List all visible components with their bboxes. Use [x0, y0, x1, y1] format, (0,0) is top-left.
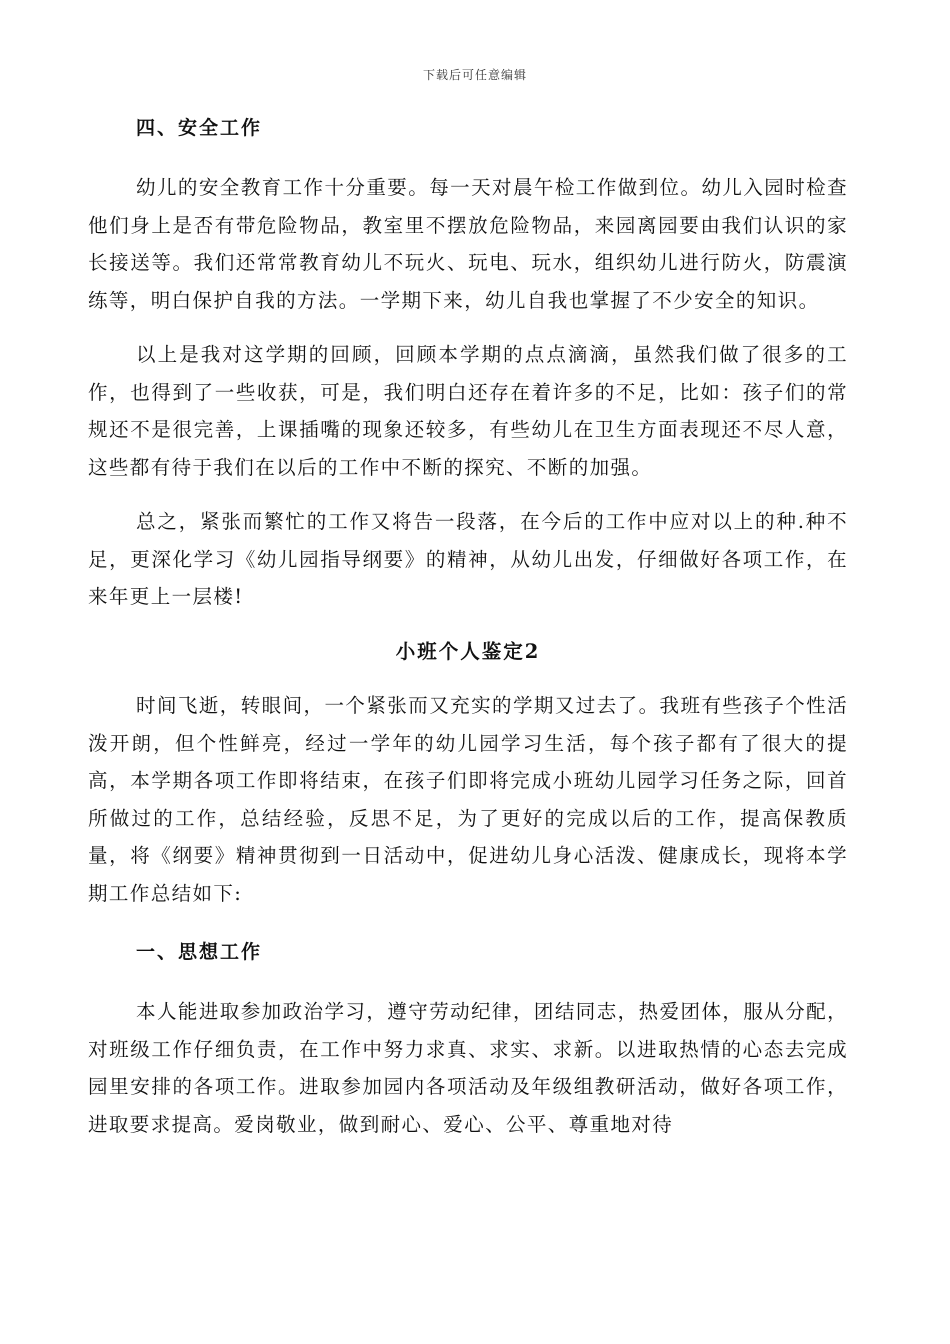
- spacer: [88, 971, 848, 993]
- summary-paragraph: 总之，紧张而繁忙的工作又将告一段落，在今后的工作中应对以上的种.种不足，更深化学习《幼儿园指导纲要》的精神，从幼儿出发，仔细做好各项工作，在来年更上一层楼!: [88, 510, 848, 608]
- section4-paragraph: 幼儿的安全教育工作十分重要。每一天对晨午检工作做到位。幼儿入园时检查他们身上是否有带危险物品，教室里不摆放危险物品，来园离园要由我们认识的家长接送等。我们还常常教育幼儿不玩火、玩电、玩水，组织幼儿进行防火，防震演练等，明白保护自我的方法。一学期下来，幼儿自我也掌握了不少安全的知识。: [88, 176, 848, 312]
- document-body: [88, 110, 848, 1143]
- spacer: [88, 486, 848, 503]
- section1-paragraph: 本人能进取参加政治学习，遵守劳动纪律，团结同志，热爱团体，服从分配，对班级工作仔细负责，在工作中努力求真、求实、求新。以进取热情的心态去完成园里安排的各项工作。进取参加园内各项活动及年级组教研活动，做好各项工作，进取要求提高。爱岗敬业，做到耐心、爱心、公平、尊重地对待: [88, 1000, 848, 1136]
- section-title: 小班个人鉴定2: [395, 639, 541, 663]
- section1-heading: 一、思想工作: [136, 941, 263, 963]
- spacer: [88, 912, 848, 934]
- review-paragraph: 以上是我对这学期的回顾，回顾本学期的点点滴滴，虽然我们做了很多的工作，也得到了一些收获，可是，我们明白还存在着许多的不足，比如：孩子们的常规还不是很完善，上课插嘴的现象还较多，有些幼儿在卫生方面表现还不尽人意，这些都有待于我们在以后的工作中不断的探究、不断的加强。: [88, 343, 848, 479]
- section4-heading: 四、安全工作: [136, 117, 263, 139]
- intro-paragraph: 时间飞逝，转眼间，一个紧张而又充实的学期又过去了。我班有些孩子个性活泼开朗，但个性鲜亮，经过一学年的幼儿园学习生活，每个孩子都有了很大的提高，本学期各项工作即将结束，在孩子们即将完成小班幼儿园学习任务之际，回首所做过的工作，总结经验，反思不足，为了更好的完成以后的工作，提高保教质量，将《纲要》精神贯彻到一日活动中，促进幼儿身心活泼、健康成长，现将本学期工作总结如下:: [88, 694, 848, 905]
- header-note: 下载后可任意编辑: [422, 68, 527, 82]
- spacer: [88, 616, 848, 633]
- spacer: [88, 147, 848, 169]
- spacer: [88, 670, 848, 687]
- spacer: [88, 319, 848, 336]
